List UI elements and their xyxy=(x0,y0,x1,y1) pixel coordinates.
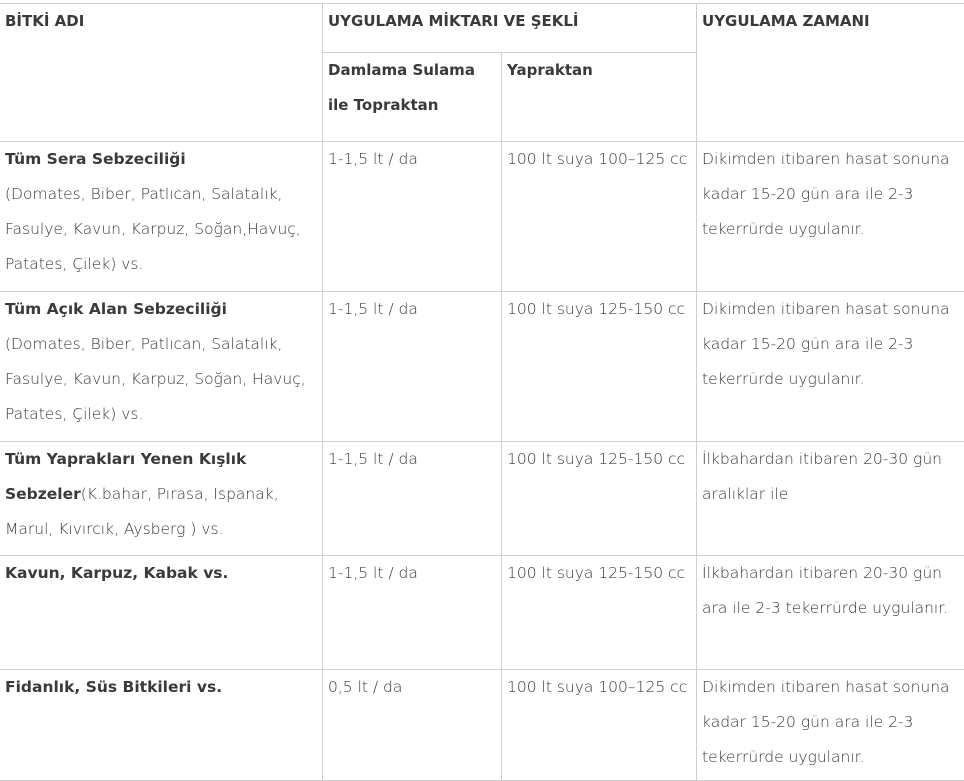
header-application-amount: UYGULAMA MİKTARI VE ŞEKLİ xyxy=(323,4,697,53)
application-time-cell: İlkbahardan itibaren 20-30 gün ara ile 2-3 tekerrürde uygulanır. xyxy=(697,556,964,670)
header-plant-name: BİTKİ ADI xyxy=(0,4,323,142)
table-row xyxy=(0,442,964,556)
plant-cell xyxy=(0,292,323,442)
plant-detail: (Domates, Biber, Patlıcan, Salatalık, Fasulye, Kavun, Karpuz, Soğan, Havuç, Patates, Çilek) vs. xyxy=(5,335,306,423)
application-time-cell: İlkbahardan itibaren 20-30 gün aralıklar ile xyxy=(697,442,964,556)
header-foliar: Yapraktan xyxy=(502,53,697,142)
foliar-dose-cell: 100 lt suya 125-150 cc xyxy=(502,292,697,442)
drip-dose-cell: 1-1,5 lt / da xyxy=(323,442,502,556)
foliar-dose-cell: 100 lt suya 125-150 cc xyxy=(502,442,697,556)
application-time-cell: Dikimden itibaren hasat sonuna kadar 15-20 gün ara ile 2-3 tekerrürde uygulanır. xyxy=(697,142,964,292)
plant-cell xyxy=(0,142,323,292)
header-row-top xyxy=(0,4,964,53)
table-row xyxy=(0,142,964,292)
table-row xyxy=(0,670,964,781)
plant-cell xyxy=(0,556,323,670)
drip-dose-cell: 0,5 lt / da xyxy=(323,670,502,781)
drip-dose-cell: 1-1,5 lt / da xyxy=(323,142,502,292)
foliar-dose-cell: 100 lt suya 100–125 cc xyxy=(502,670,697,781)
plant-name-bold: Tüm Sera Sebzeciliği xyxy=(5,150,186,168)
application-dose-table xyxy=(0,3,964,781)
application-time-cell: Dikimden itibaren hasat sonuna kadar 15-20 gün ara ile 2-3 tekerrürde uygulanır. xyxy=(697,670,964,781)
plant-name-bold: Tüm Açık Alan Sebzeciliği xyxy=(5,300,227,318)
foliar-dose-cell: 100 lt suya 125-150 cc xyxy=(502,556,697,670)
table-row xyxy=(0,556,964,670)
plant-detail: (K.bahar, Pırasa, Ispanak, Marul, Kıvırcık, Aysberg ) vs. xyxy=(5,485,279,538)
plant-detail: (Domates, Biber, Patlıcan, Salatalık, Fasulye, Kavun, Karpuz, Soğan,Havuç, Patates, Çilek) vs. xyxy=(5,185,301,273)
header-drip-soil: Damlama Sulama ile Topraktan xyxy=(323,53,502,142)
plant-cell xyxy=(0,442,323,556)
table-row xyxy=(0,292,964,442)
drip-dose-cell: 1-1,5 lt / da xyxy=(323,556,502,670)
plant-name-bold: Fidanlık, Süs Bitkileri vs. xyxy=(5,678,223,696)
header-application-time: UYGULAMA ZAMANI xyxy=(697,4,964,142)
application-time-cell: Dikimden itibaren hasat sonuna kadar 15-20 gün ara ile 2-3 tekerrürde uygulanır. xyxy=(697,292,964,442)
plant-cell xyxy=(0,670,323,781)
plant-name-bold: Kavun, Karpuz, Kabak vs. xyxy=(5,564,229,582)
foliar-dose-cell: 100 lt suya 100–125 cc xyxy=(502,142,697,292)
drip-dose-cell: 1-1,5 lt / da xyxy=(323,292,502,442)
plant-name-bold: Tüm Yaprakları Yenen Kışlık Sebzeler xyxy=(5,450,247,503)
